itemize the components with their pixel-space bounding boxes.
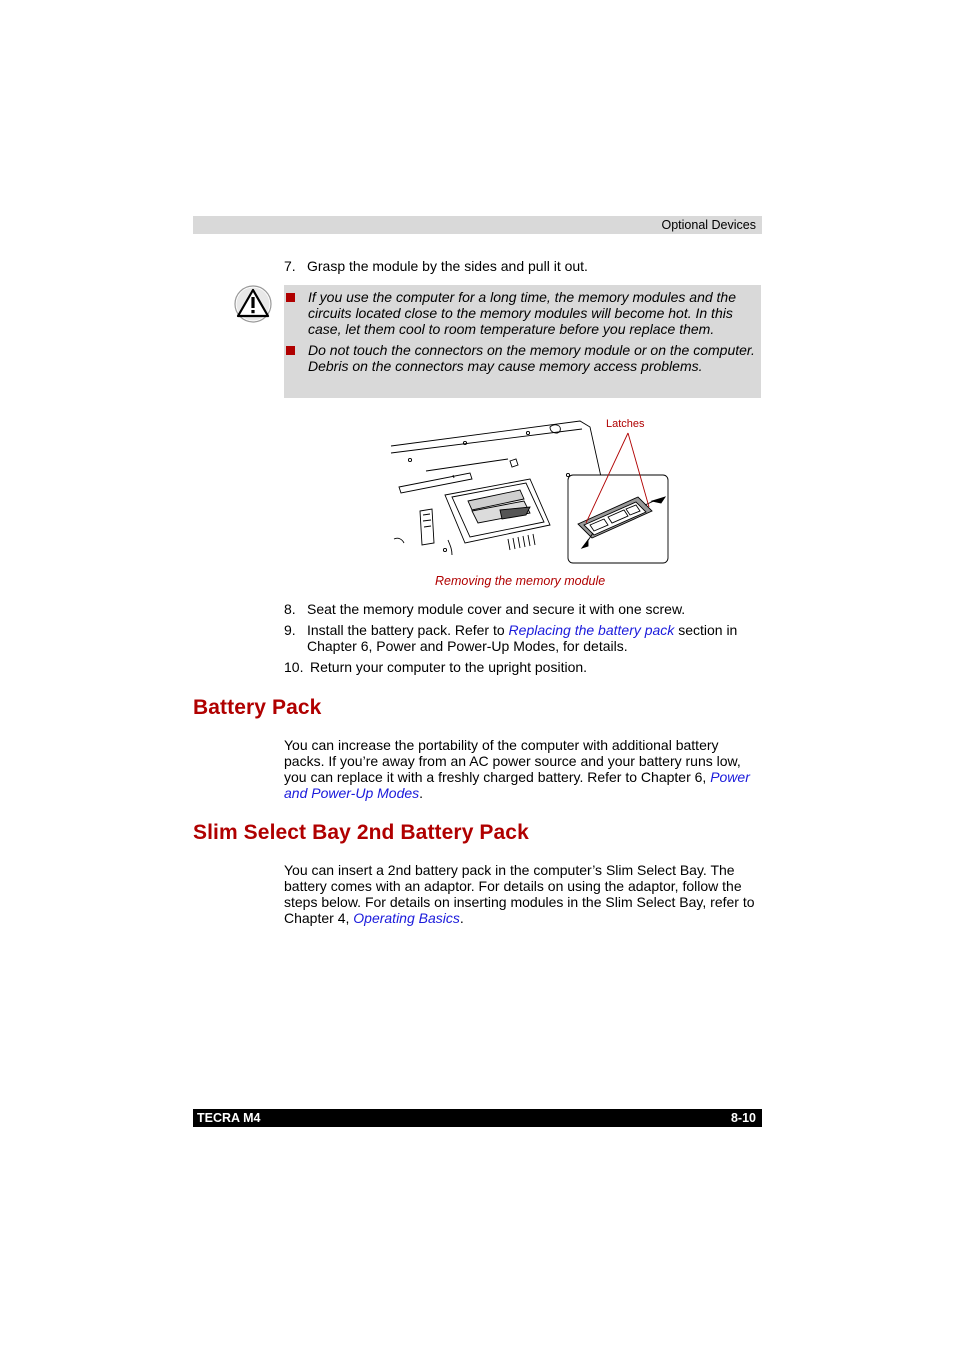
paragraph-text: You can insert a 2nd battery pack in the computer’s Slim Select Bay. The battery comes with an adaptor. For details on using the adaptor, follow the steps below. For details on inserting modules in the Slim Select Bay, refer to Chapter 4,	[284, 862, 755, 926]
battery-pack-paragraph	[284, 737, 762, 801]
square-bullet-icon	[286, 346, 295, 355]
slim-bay-paragraph	[284, 862, 762, 926]
memory-module-illustration	[390, 415, 672, 567]
step-text: Grasp the module by the sides and pull it out.	[307, 258, 588, 274]
step-text: Seat the memory module cover and secure it with one screw.	[307, 601, 686, 617]
figure-caption: Removing the memory module	[435, 574, 606, 588]
operating-basics-link[interactable]: Operating Basics	[353, 910, 460, 926]
caution-box	[284, 285, 761, 398]
step-number: 10.	[284, 659, 304, 675]
caution-text: If you use the computer for a long time, the memory modules and the circuits located close to the memory modules will become hot. In this case, let them cool to room temperature before you replace them.	[308, 289, 736, 337]
paragraph-text: You can increase the portability of the computer with additional battery packs. If you’re away from an AC power source and your battery runs low, you can replace it with a freshly charged battery. Refer to Chapter 6,	[284, 737, 741, 785]
step-number: 9.	[284, 622, 296, 638]
replacing-battery-pack-link[interactable]: Replacing the battery pack	[508, 622, 675, 638]
paragraph-end: .	[459, 910, 464, 926]
power-modes-link[interactable]: Power and Power-Up Modes	[284, 769, 750, 801]
running-footer	[193, 1109, 762, 1127]
step-number: 8.	[284, 601, 296, 617]
warning-triangle-icon	[234, 285, 272, 323]
square-bullet-icon	[286, 293, 295, 302]
step-text: Return your computer to the upright position.	[310, 659, 588, 675]
running-header	[193, 216, 762, 234]
step-text-post: section in Chapter 6, Power and Power-Up Modes, for details.	[307, 622, 738, 654]
page-number: 8-10	[730, 1111, 756, 1125]
step-text	[307, 622, 762, 654]
product-name: TECRA M4	[197, 1111, 261, 1125]
step-number: 7.	[284, 258, 296, 274]
latches-callout: Latches	[606, 418, 645, 430]
battery-pack-heading: Battery Pack	[193, 696, 322, 719]
paragraph-end: .	[419, 785, 424, 801]
section-title: Optional Devices	[661, 218, 756, 232]
caution-text: Do not touch the connectors on the memory module or on the computer. Debris on the connectors may cause memory access problems.	[308, 342, 755, 374]
step-text-pre: Install the battery pack. Refer to	[307, 622, 509, 638]
slim-select-bay-heading: Slim Select Bay 2nd Battery Pack	[193, 821, 529, 844]
